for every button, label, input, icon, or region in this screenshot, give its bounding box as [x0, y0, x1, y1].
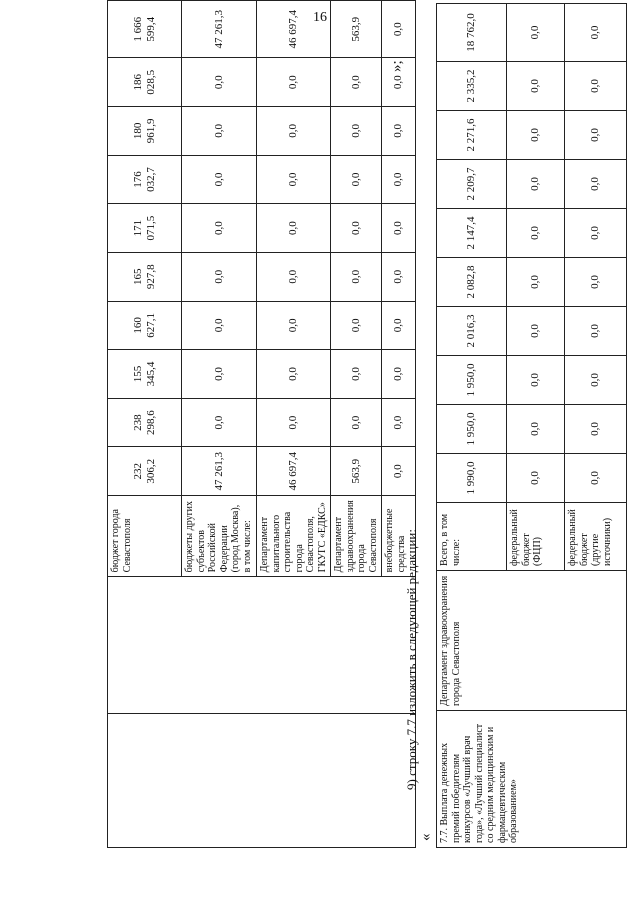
value-cell: 0,0 — [331, 398, 382, 447]
value-cell: 0,0 — [257, 350, 331, 399]
value-cell: 176 032,7 — [108, 155, 182, 204]
value-cell: 0,0 — [382, 58, 416, 107]
value-cell: 0,0 — [507, 160, 565, 209]
value-cell: 1 990,0 — [437, 454, 507, 503]
value-cell: 0,0 — [565, 405, 627, 454]
value-cell: 0,0 — [382, 301, 416, 350]
value-cell: 0,0 — [182, 301, 257, 350]
value-cell: 0,0 — [182, 155, 257, 204]
value-cell: 1 666 599,4 — [108, 1, 182, 58]
value-cell: 47 261,3 — [182, 447, 257, 496]
value-cell: 0,0 — [382, 447, 416, 496]
value-cell: 0,0 — [565, 62, 627, 111]
value-cell: 0,0 — [565, 111, 627, 160]
value-cell: 2 016,3 — [437, 307, 507, 356]
value-cell: 0,0 — [331, 155, 382, 204]
value-cell: 0,0 — [182, 107, 257, 156]
value-cell: 0,0 — [331, 350, 382, 399]
value-cell: 0,0 — [507, 454, 565, 503]
row-label: Департамент капитального строительства города Севастополя, ГКУГС «ЕДКС» — [257, 496, 331, 577]
opening-quote: « — [418, 833, 434, 841]
value-cell: 180 961,9 — [108, 107, 182, 156]
continuation-table — [107, 0, 416, 848]
value-cell: 232 306,2 — [108, 447, 182, 496]
row-label: федеральный бюджет (другие источники) — [565, 503, 627, 571]
value-cell: 0,0 — [507, 356, 565, 405]
row-7-7-table — [436, 3, 627, 848]
value-cell: 0,0 — [507, 209, 565, 258]
value-cell: 0,0 — [382, 252, 416, 301]
value-cell: 1 950,0 — [437, 405, 507, 454]
value-cell: 0,0 — [507, 258, 565, 307]
row-label: федеральный бюджет (ФЦП) — [507, 503, 565, 571]
table-row — [437, 4, 507, 848]
table-row — [108, 1, 182, 848]
row-label: бюджеты других субъектов Российской Федерации (город Москва), в том числе: — [182, 496, 257, 577]
value-cell: 18 762,0 — [437, 4, 507, 62]
value-cell: 0,0 — [565, 307, 627, 356]
value-cell: 563,9 — [331, 447, 382, 496]
value-cell: 155 345,4 — [108, 350, 182, 399]
executor-cell: Департамент здравоохранения города Севастополя — [437, 571, 627, 711]
value-cell: 165 927,8 — [108, 252, 182, 301]
value-cell: 0,0 — [382, 155, 416, 204]
executor-cell — [108, 577, 416, 714]
value-cell: 2 082,8 — [437, 258, 507, 307]
value-cell: 0,0 — [257, 58, 331, 107]
value-cell: 0,0 — [257, 107, 331, 156]
value-cell: 0,0 — [182, 398, 257, 447]
value-cell: 186 028,5 — [108, 58, 182, 107]
value-cell: 1 950,0 — [437, 356, 507, 405]
value-cell: 0,0 — [331, 107, 382, 156]
value-cell: 0,0 — [565, 356, 627, 405]
value-cell: 46 697,4 — [257, 447, 331, 496]
value-cell: 0,0 — [257, 155, 331, 204]
value-cell: 2 271,6 — [437, 111, 507, 160]
value-cell: 0,0 — [182, 350, 257, 399]
value-cell: 0,0 — [565, 258, 627, 307]
value-cell: 0,0 — [257, 301, 331, 350]
value-cell: 0,0 — [182, 252, 257, 301]
value-cell: 563,9 — [331, 1, 382, 58]
amendment-instruction: 9) строку 7.7 изложить в следующей редакции: — [404, 529, 419, 790]
value-cell: 0,0 — [182, 58, 257, 107]
value-cell: 0,0 — [507, 4, 565, 62]
value-cell: 238 298,6 — [108, 398, 182, 447]
code-name-cell — [108, 714, 416, 848]
row-label: Департамент здравоохранения города Севастополя — [331, 496, 382, 577]
value-cell: 0,0 — [382, 398, 416, 447]
value-cell: 2 147,4 — [437, 209, 507, 258]
closing-quote: »; — [389, 60, 405, 72]
value-cell: 0,0 — [507, 405, 565, 454]
value-cell: 2 209,7 — [437, 160, 507, 209]
value-cell: 0,0 — [257, 398, 331, 447]
value-cell: 46 697,4 — [257, 1, 331, 58]
value-cell: 0,0 — [565, 454, 627, 503]
value-cell: 0,0 — [331, 204, 382, 253]
value-cell: 0,0 — [382, 350, 416, 399]
value-cell: 160 627,1 — [108, 301, 182, 350]
value-cell: 171 071,5 — [108, 204, 182, 253]
value-cell: 0,0 — [257, 252, 331, 301]
value-cell: 0,0 — [565, 4, 627, 62]
value-cell: 2 335,2 — [437, 62, 507, 111]
value-cell: 47 261,3 — [182, 1, 257, 58]
value-cell: 0,0 — [182, 204, 257, 253]
value-cell: 0,0 — [565, 160, 627, 209]
value-cell: 0,0 — [331, 252, 382, 301]
code-name-cell: 7.7. Выплата денежных премий победителям конкурсов «Лучший врач года», «Лучший специалист со средним медицинским и фармацевтическим образованием» — [437, 711, 627, 848]
page-number: 16 — [313, 10, 327, 25]
value-cell: 0,0 — [331, 58, 382, 107]
value-cell: 0,0 — [382, 107, 416, 156]
row-label: Всего, в том числе: — [437, 503, 507, 571]
value-cell: 0,0 — [507, 62, 565, 111]
value-cell: 0,0 — [331, 301, 382, 350]
value-cell: 0,0 — [257, 204, 331, 253]
value-cell: 0,0 — [507, 111, 565, 160]
value-cell: 0,0 — [565, 209, 627, 258]
value-cell: 0,0 — [382, 204, 416, 253]
row-label: бюджет города Севастополя — [108, 496, 182, 577]
value-cell: 0,0 — [382, 1, 416, 58]
value-cell: 0,0 — [507, 307, 565, 356]
row-label: внебюджетные средства — [382, 496, 416, 577]
